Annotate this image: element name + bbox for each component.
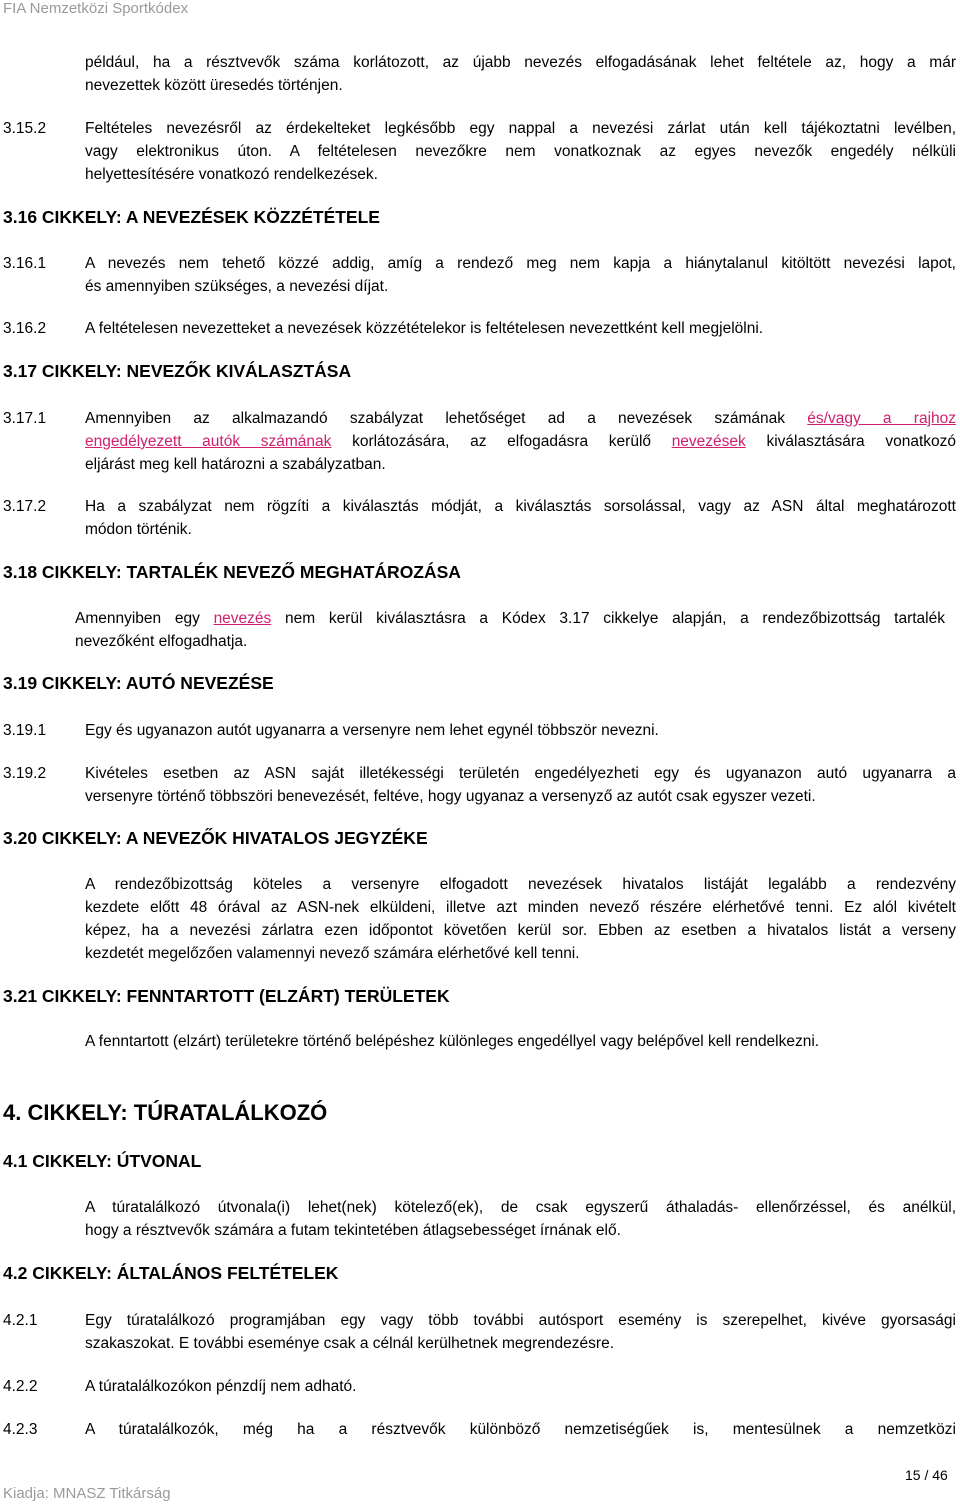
text-run: kiválasztására vonatkozó xyxy=(745,433,956,450)
paragraph-number: 3.16.2 xyxy=(3,320,47,337)
paragraph-line: kezdetét megelőzően valamennyi nevező számára elérhetővé kell tenni. xyxy=(85,945,580,962)
paragraph-line: és amennyiben szükséges, a nevezési díjat. xyxy=(85,278,389,295)
intro-line: nevezettek között üresedés történjen. xyxy=(85,77,343,94)
paragraph-line: szakaszokat. E további eseménye csak a célnál kerülhetnek megrendezésre. xyxy=(85,1335,615,1352)
paragraph-number: 3.17.1 xyxy=(3,410,47,427)
paragraph-line: helyettesítésére vonatkozó rendelkezések. xyxy=(85,166,378,183)
paragraph-line: kezdete előtt 48 órával az ASN-nek elküldeni, illetve azt minden nevező részére elérhetővé tenni. Ez alól kivételt xyxy=(85,899,956,916)
paragraph-line: nevezőként elfogadhatja. xyxy=(75,633,248,650)
paragraph-number: 4.2.2 xyxy=(3,1378,38,1395)
document-header: FIA Nemzetközi Sportkódex xyxy=(3,0,189,17)
paragraph-number: 3.19.1 xyxy=(3,722,47,739)
paragraph-line: A fenntartott (elzárt) területekre történő belépéshez különleges engedéllyel vagy belépővel kell rendelkezni. xyxy=(85,1033,820,1050)
document-footer: Kiadja: MNASZ Titkárság xyxy=(3,1485,171,1502)
section-heading: 3.20 CIKKELY: A NEVEZŐK HIVATALOS JEGYZÉKE xyxy=(3,828,428,848)
paragraph-line: Kivételes esetben az ASN saját illetékességi területén engedélyezheti egy és ugyanazon autó ugyanarra a xyxy=(85,765,956,782)
paragraph-line xyxy=(75,608,945,631)
chapter-heading: 4. CIKKELY: TÚRATALÁLKOZÓ xyxy=(3,1100,328,1125)
text-run: Amennyiben az alkalmazandó szabályzat lehetőséget ad a nevezések számának xyxy=(85,410,808,427)
paragraph-line: képez, ha a nevezési zárlatra ezen időpontot követően kerül sor. Ebben az esetben a hivatalos listát a verseny xyxy=(85,922,956,939)
hyperlink[interactable]: engedélyezett autók számának xyxy=(85,433,332,450)
paragraph-line: A túratalálkozók, még ha a résztvevők különböző nemzetiségűek is, mentesülnek a nemzetközi xyxy=(85,1421,956,1438)
paragraph-number: 4.2.1 xyxy=(3,1312,38,1329)
paragraph-line: A nevezés nem tehető közzé addig, amíg a rendező meg nem kapja a hiánytalanul kitöltött nevezési lapot, xyxy=(85,255,956,272)
text-run: Amennyiben egy xyxy=(75,610,214,627)
section-heading: 3.17 CIKKELY: NEVEZŐK KIVÁLASZTÁSA xyxy=(3,361,352,381)
paragraph-number: 3.17.2 xyxy=(3,498,47,515)
text-run: korlátozására, az elfogadásra kerülő xyxy=(331,433,672,450)
text-run: nem kerül kiválasztásra a Kódex 3.17 cikkelye alapján, a rendezőbizottság tartalék xyxy=(271,610,945,627)
hyperlink[interactable]: és/vagy a rajhoz xyxy=(807,410,957,427)
paragraph-number: 4.2.3 xyxy=(3,1421,38,1438)
paragraph-line: A rendezőbizottság köteles a versenyre elfogadott nevezések hivatalos listáját legalább a rendezvény xyxy=(85,876,956,893)
hyperlink[interactable]: nevezés xyxy=(213,610,272,627)
hyperlink[interactable]: nevezések xyxy=(671,433,746,450)
paragraph-number: 3.16.1 xyxy=(3,255,47,272)
paragraph-line: versenyre történő többszöri benevezését, feltéve, hogy ugyanaz a versenyző az autót csak egyszer vezeti. xyxy=(85,788,816,805)
paragraph-line: Egy túratalálkozó programjában egy vagy több további autósport esemény is szerepelhet, kivéve gyorsasági xyxy=(85,1312,956,1329)
paragraph-line: eljárást meg kell határozni a szabályzatban. xyxy=(85,456,386,473)
section-heading: 3.21 CIKKELY: FENNTARTOTT (ELZÁRT) TERÜLETEK xyxy=(3,986,450,1006)
paragraph-line: A túratalálkozó útvonala(i) lehet(nek) kötelező(ek), de csak egyszerű áthaladás- ellenőrzéssel, és anélkül, xyxy=(85,1199,956,1216)
paragraph-line xyxy=(85,408,956,431)
section-heading: 3.19 CIKKELY: AUTÓ NEVEZÉSE xyxy=(3,673,274,693)
section-heading: 3.18 CIKKELY: TARTALÉK NEVEZŐ MEGHATÁROZÁSA xyxy=(3,562,461,582)
page-number: 15 / 46 xyxy=(905,1467,948,1483)
paragraph-line: A feltételesen nevezetteket a nevezések közzétételekor is feltételesen nevezettként kell megjelölni. xyxy=(85,320,764,337)
section-heading: 3.16 CIKKELY: A NEVEZÉSEK KÖZZÉTÉTELE xyxy=(3,207,380,227)
paragraph-line: A túratalálkozókon pénzdíj nem adható. xyxy=(85,1378,357,1395)
paragraph-line: módon történik. xyxy=(85,521,192,538)
paragraph-number: 3.15.2 xyxy=(3,120,47,137)
paragraph-line: hogy a résztvevők számára a futam tekintetében átlagsebességet írnának elő. xyxy=(85,1222,621,1239)
paragraph-line: Egy és ugyanazon autót ugyanarra a versenyre nem lehet egynél többször nevezni. xyxy=(85,722,659,739)
paragraph-line: Feltételes nevezésről az érdekelteket legkésőbb egy nappal a nevezési zárlat után kell tájékoztatni levélben, xyxy=(85,120,956,137)
section-heading: 4.2 CIKKELY: ÁLTALÁNOS FELTÉTELEK xyxy=(3,1263,339,1283)
section-heading: 4.1 CIKKELY: ÚTVONAL xyxy=(3,1151,202,1171)
paragraph-line xyxy=(85,431,956,454)
intro-line: például, ha a résztvevők száma korlátozott, az újabb nevezés elfogadásának lehet feltétele az, hogy a már xyxy=(85,54,956,71)
paragraph-line: vagy elektronikus úton. A feltételesen nevezőkre nem vonatkoznak az egyes nevezők engedély nélküli xyxy=(85,143,956,160)
paragraph-line: Ha a szabályzat nem rögzíti a kiválasztás módját, a kiválasztás sorsolással, vagy az ASN által meghatározott xyxy=(85,498,956,515)
paragraph-number: 3.19.2 xyxy=(3,765,47,782)
